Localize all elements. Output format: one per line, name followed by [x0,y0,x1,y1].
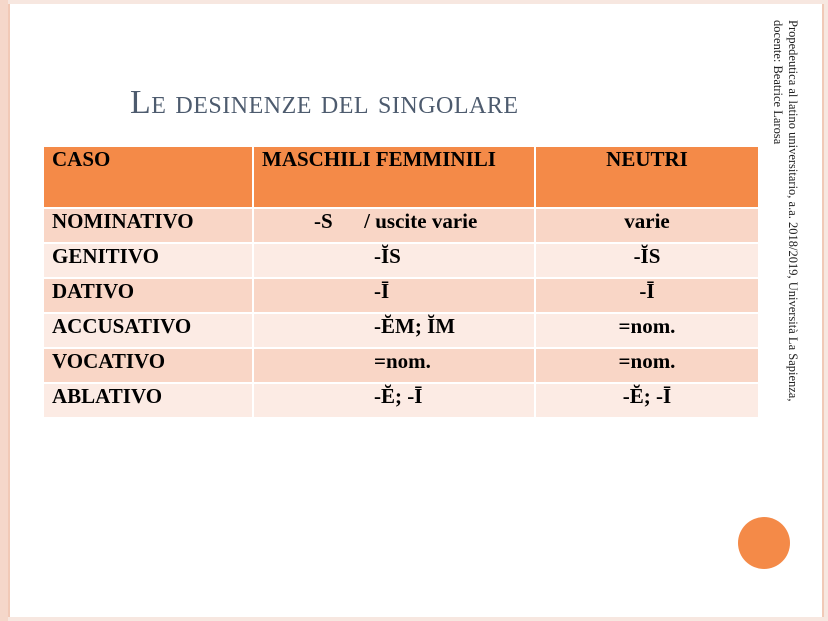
cell-masc-fem: -Ĕ; -Ī [253,383,535,418]
cell-masc-fem: -ĬS [253,243,535,278]
cell-caso: DATIVO [43,278,253,313]
cell-masc-fem: -Ī [253,278,535,313]
table-row [43,313,759,348]
cell-neutri: -ĬS [535,243,759,278]
cell-masc-fem: -ĔM; ĬM [253,313,535,348]
table-row [43,243,759,278]
cell-neutri: -Ī [535,278,759,313]
cell-masc-fem: -S / uscite varie [253,208,535,243]
table-header-row [43,146,759,208]
table-row [43,348,759,383]
cell-caso: VOCATIVO [43,348,253,383]
cell-caso: NOMINATIVO [43,208,253,243]
table-row [43,278,759,313]
table-row [43,208,759,243]
cell-neutri: varie [535,208,759,243]
header-caso: CASO [43,146,253,208]
decorative-circle [738,517,790,569]
cell-neutri: =nom. [535,348,759,383]
declension-table [42,145,760,419]
cell-caso: ABLATIVO [43,383,253,418]
table-row [43,383,759,418]
header-maschili-femminili: MASCHILI FEMMINILI [253,146,535,208]
side-note-line2: docente: Beatrice Larosa [771,20,785,145]
header-neutri: NEUTRI [535,146,759,208]
side-note [760,20,800,520]
slide-border [0,0,8,621]
cell-neutri: -Ĕ; -Ī [535,383,759,418]
side-note-line1: Propedeutica al latino universitario, a.a. 2018/2019, Università La Sapienza, [786,20,800,402]
cell-masc-fem: =nom. [253,348,535,383]
slide-title: Le desinenze del singolare [130,84,519,121]
cell-caso: GENITIVO [43,243,253,278]
cell-neutri: =nom. [535,313,759,348]
cell-caso: ACCUSATIVO [43,313,253,348]
